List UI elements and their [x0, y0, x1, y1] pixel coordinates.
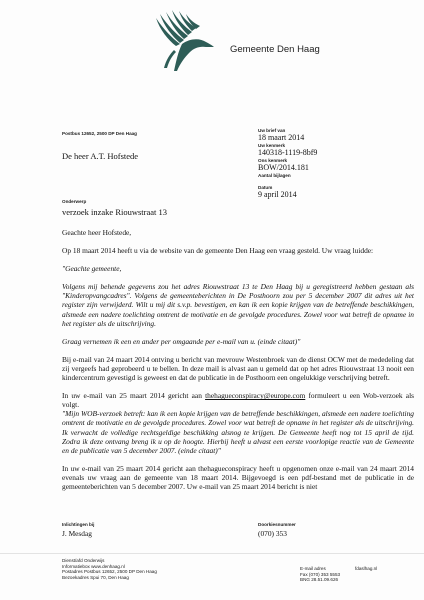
quote-body: "Mijn WOB-verzoek betreft: kan ik een kopie krijgen van de betreffende beschikkingen, alsmede een nadere toelichting omtrent de motivatie en de gevolgde procedures. Zowel voor wat betreft de opname in het register als de uitschrijving. Ik verwacht de volledige rechtsgeldige beschikking alsnog te krijgen. De Gemeente heeft nog tot 15 april de tijd. Zodra ik deze ontvang breng ik u op de hoogte. Hierbij heeft u alvast een eerste voorlopige reactie van de Gemeente en de publicatie van 5 december 2007. (einde citaat)" [62, 409, 414, 455]
footer-line: Fax (070) 353 5553 [300, 571, 341, 577]
footer-divider [0, 553, 424, 554]
contact-label: Inlichtingen bij [62, 522, 95, 527]
footer-address [62, 558, 157, 580]
footer-line: fdaslhag.nl [355, 566, 378, 571]
recipient-name: De heer A.T. Hofstede [62, 151, 139, 161]
footer-line: Informatiebox www.denhaag.nl [62, 563, 125, 569]
dial-number: (070) 353 [258, 529, 287, 538]
quote-opening: "Geachte gemeente, [62, 264, 122, 274]
ref-value: BOW/2014.181 [258, 163, 309, 172]
quote-body: Volgens mij behende gegevens zou het adres Riouwstraat 13 te Den Haag bij u geregistreerd hebben gestaan als "Kinderopvangcadres". Volgens de gemeenteberichten in De Posthoorn zou per 5 december 2007 dit adres uit het register zijn verwijderd. Wilt u mij dit s.v.p. bevestigen, en kan ik een kopie krijgen van de betreffende beschikkingen, alsmede een nadere toelichting omtrent de motivatie en de gevolgde procedures. Zowel voor wat betreft de opname in het register als de uitschrijving. [62, 282, 414, 328]
subject-text: verzoek inzake Riouwstraat 13 [62, 207, 168, 217]
letter-body [62, 228, 414, 491]
ref-label: Uw brief van [258, 128, 286, 133]
quote-closing: Graag vernemen ik een en ander per omgaande per e-mail van u. (einde citaat)" [62, 336, 301, 346]
sender-address: Postbus 12652, 2500 DP Den Haag [62, 131, 137, 136]
contact-name: J. Mesdag [62, 529, 92, 538]
ref-value: 140318-1119-8bf9 [258, 148, 318, 157]
paragraph: Bij e-mail van 24 maart 2014 ontving u bericht van mevrouw Westenbroek van de dienst OCW met de mededeling dat zij vergeefs had geprobeerd u te bellen. In deze mail is alvast aan u gemeld dat op het adres Riouwstraat 13 nooit een kindercentrum gevestigd is geweest en dat de publicatie in de Posthoorn een ongelukkige verschrijving betreft. [62, 354, 414, 383]
paragraph-text: In uw e-mail van 25 maart 2014 gericht aan [62, 391, 206, 401]
email-link[interactable]: thehagueconspiracy@europe.com [205, 391, 306, 401]
ref-label: Datum [258, 185, 273, 190]
footer-line: E-mail adres [300, 566, 326, 571]
org-name: Gemeente Den Haag [230, 44, 320, 55]
stork-icon [150, 10, 214, 72]
ref-value: 18 maart 2014 [258, 133, 305, 142]
footer-email [355, 566, 377, 572]
ref-label: Uw kenmerk [258, 143, 286, 148]
paragraph: In uw e-mail van 25 maart 2014 gericht aan thehagueconspiracy heeft u opgenomen onze e-mail van 24 maart 2014 evenals uw vraag aan de gemeente van 18 maart 2014. Bijgevoegd is een pdf-bestand met de publicatie in de gemeenteberichten van 5 december 2007. Uw e-mail van 25 maart 2014 bericht is niet [62, 463, 414, 491]
salutation: Geachte heer Hofstede, [62, 228, 132, 237]
ref-value [258, 178, 317, 184]
ref-label: Ons kenmerk [258, 158, 288, 163]
paragraph-text: formuleert u een Wob-verzoek als volgt. [62, 391, 414, 410]
footer-contact [300, 566, 340, 583]
footer-line: Postadres Postbus 12652, 2500 DP Den Haag [62, 569, 157, 575]
dial-label: Doorkiesnummer [258, 522, 296, 527]
footer-line: Bezoekadres Spui 70, Den Haag [62, 574, 129, 580]
ref-label: Aantal bijlagen [258, 173, 291, 178]
reference-block [258, 128, 317, 200]
paragraph: Op 18 maart 2014 heeft u via de website van de gemeente Den Haag een vraag gesteld. Uw vraag luidde: [62, 246, 374, 256]
footer-line: BNG 28.51.09.626 [300, 577, 339, 583]
paragraph [62, 391, 414, 409]
subject-label: Onderwerp [62, 199, 87, 204]
footer-line: Dienst/afd Onderwijs [62, 558, 105, 563]
ref-value: 9 april 2014 [258, 190, 297, 199]
